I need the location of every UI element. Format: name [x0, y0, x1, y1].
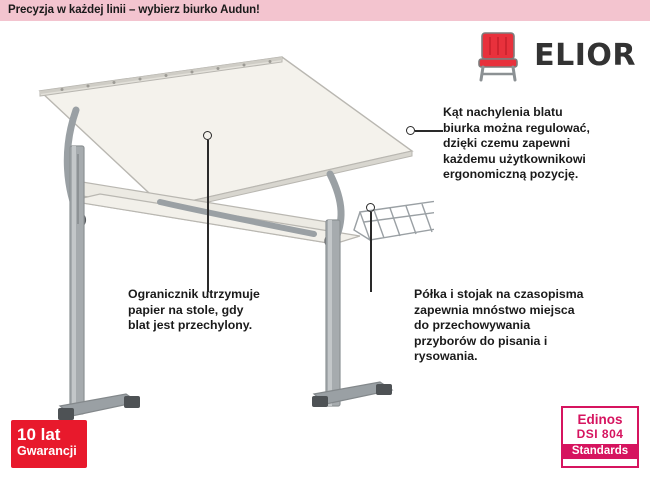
edinos-badge-name: Edinos — [577, 412, 623, 427]
warranty-badge-years: 10 lat — [17, 425, 61, 444]
header-bar — [0, 0, 650, 22]
page-title: Precyzja w każdej linii – wybierz biurko Audun! — [8, 4, 260, 16]
brand-lockup — [470, 28, 636, 84]
callout-stopper-line-1: Ogranicznik utrzymuje — [128, 287, 260, 301]
callout-shelf-line-1: Półka i stojak na czasopisma — [414, 287, 584, 301]
leader-line-stopper — [207, 140, 209, 292]
callout-tilt-line-1: Kąt nachylenia blatu — [443, 105, 563, 119]
leader-line-tilt — [415, 130, 443, 132]
edinos-standards-badge — [561, 406, 639, 468]
callout-shelf-line-3: do przechowywania — [414, 318, 531, 333]
callout-stopper-line-2: papier na stole, gdy — [128, 302, 244, 317]
callout-stopper — [128, 287, 333, 334]
leader-dot-shelf — [366, 203, 375, 212]
leader-line-shelf — [370, 212, 372, 292]
callout-shelf — [414, 287, 634, 365]
leader-dot-tilt — [406, 126, 415, 135]
edinos-badge-standards: Standards — [563, 444, 637, 459]
callout-tilt-line-4: każdemu użytkownikowi — [443, 151, 586, 166]
callout-tilt-line-5: ergonomiczną pozycję. — [443, 167, 579, 182]
warranty-badge — [11, 420, 87, 468]
leader-dot-stopper — [203, 131, 212, 140]
callout-shelf-line-2: zapewnia mnóstwo miejsca — [414, 302, 575, 317]
callout-tilt-line-3: dzięki czemu zapewni — [443, 136, 571, 151]
brand-name: ELIOR — [534, 38, 636, 73]
callout-tilt-line-2: biurka można regulować, — [443, 120, 590, 135]
chair-icon — [470, 28, 526, 84]
edinos-badge-code: DSI 804 — [576, 427, 624, 441]
callout-shelf-line-4: przyborów do pisania i — [414, 333, 548, 348]
callout-stopper-line-3: blat jest przechylony. — [128, 318, 253, 333]
callout-shelf-line-5: rysowania. — [414, 349, 478, 364]
warranty-badge-label: Gwarancji — [17, 444, 77, 458]
callout-tilt — [443, 105, 643, 183]
